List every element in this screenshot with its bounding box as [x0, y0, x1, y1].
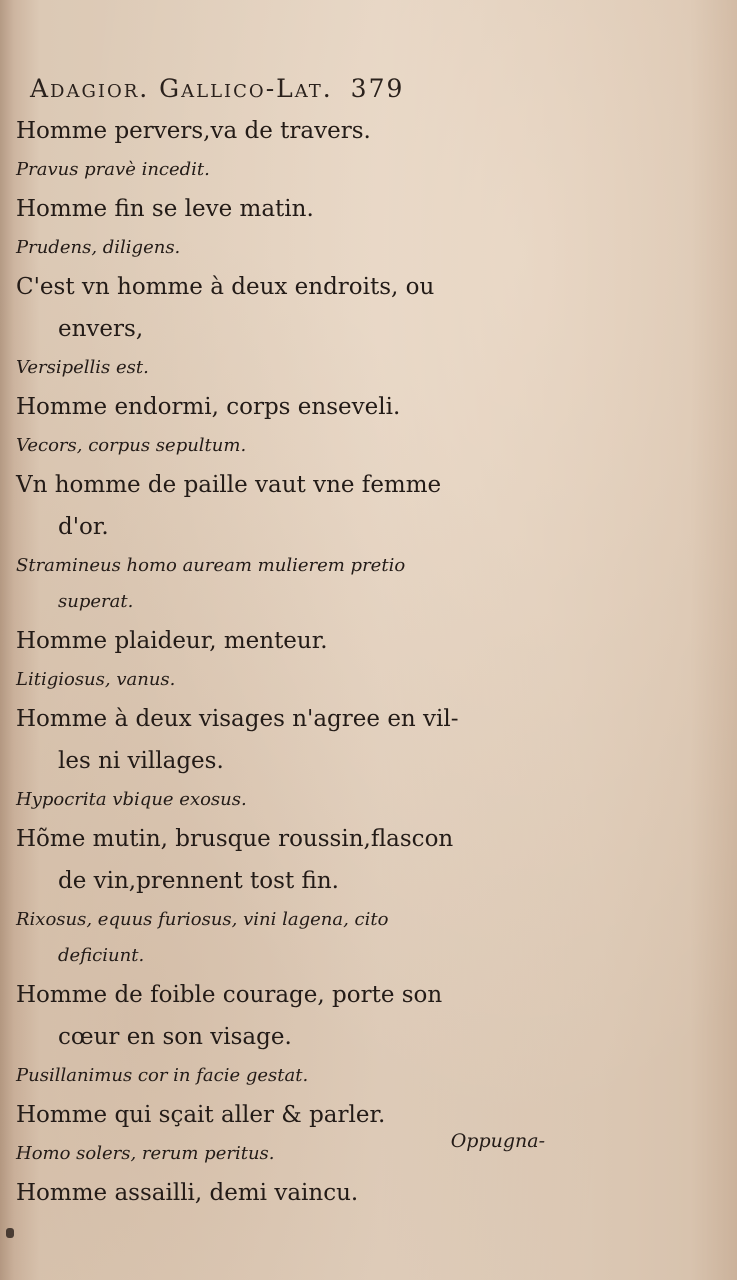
- french-proverb-line: les ni villages.: [58, 748, 224, 774]
- french-proverb-line: Homme plaideur, menteur.: [16, 628, 328, 654]
- french-proverb-line: Homme à deux visages n'agree en vil-: [16, 706, 459, 732]
- running-title: Adagior. Gallico-Lat.: [30, 74, 333, 103]
- ink-spot: [6, 1228, 14, 1238]
- latin-translation-line: Hypocrita vbique exosus.: [16, 789, 247, 810]
- french-proverb-line: C'est vn homme à deux endroits, ou: [16, 274, 435, 300]
- french-proverb-line: Vn homme de paille vaut vne femme: [16, 472, 442, 498]
- french-proverb-line: d'or.: [58, 514, 109, 540]
- proverb-list: [16, 110, 546, 1214]
- latin-translation-line: Versipellis est.: [16, 357, 149, 378]
- catchword: Oppugna-: [450, 1130, 545, 1152]
- latin-translation-line: Prudens, diligens.: [16, 237, 181, 258]
- french-proverb-line: Homme endormi, corps enseveli.: [16, 394, 401, 420]
- show-through-text: [560, 110, 730, 1010]
- french-proverb-line: Homme de foible courage, porte son: [16, 982, 443, 1008]
- latin-translation-line: deficiunt.: [58, 945, 145, 966]
- latin-translation-line: Vecors, corpus sepultum.: [16, 435, 247, 456]
- page-number: 379: [350, 74, 405, 103]
- french-proverb-line: Homme qui sçait aller & parler.: [16, 1102, 386, 1128]
- latin-translation-line: Pravus pravè incedit.: [16, 159, 210, 180]
- latin-translation-line: Stramineus homo auream mulierem pretio: [16, 555, 406, 576]
- latin-translation-line: Rixosus, equus furiosus, vini lagena, cito: [16, 909, 389, 930]
- french-proverb-line: de vin,prennent tost fin.: [58, 868, 339, 894]
- running-header: [30, 74, 550, 110]
- french-proverb-line: envers,: [58, 316, 144, 342]
- latin-translation-line: superat.: [58, 591, 134, 612]
- french-proverb-line: Homme fin se leve matin.: [16, 196, 314, 222]
- french-proverb-line: Homme pervers,va de travers.: [16, 118, 371, 144]
- latin-translation-line: Pusillanimus cor in facie gestat.: [16, 1065, 309, 1086]
- latin-translation-line: Homo solers, rerum peritus.: [16, 1143, 275, 1164]
- french-proverb-line: Hõme mutin, brusque roussin,flascon: [16, 826, 454, 852]
- latin-translation-line: Litigiosus, vanus.: [16, 669, 176, 690]
- french-proverb-line: Homme assailli, demi vaincu.: [16, 1180, 359, 1206]
- french-proverb-line: cœur en son visage.: [58, 1024, 292, 1050]
